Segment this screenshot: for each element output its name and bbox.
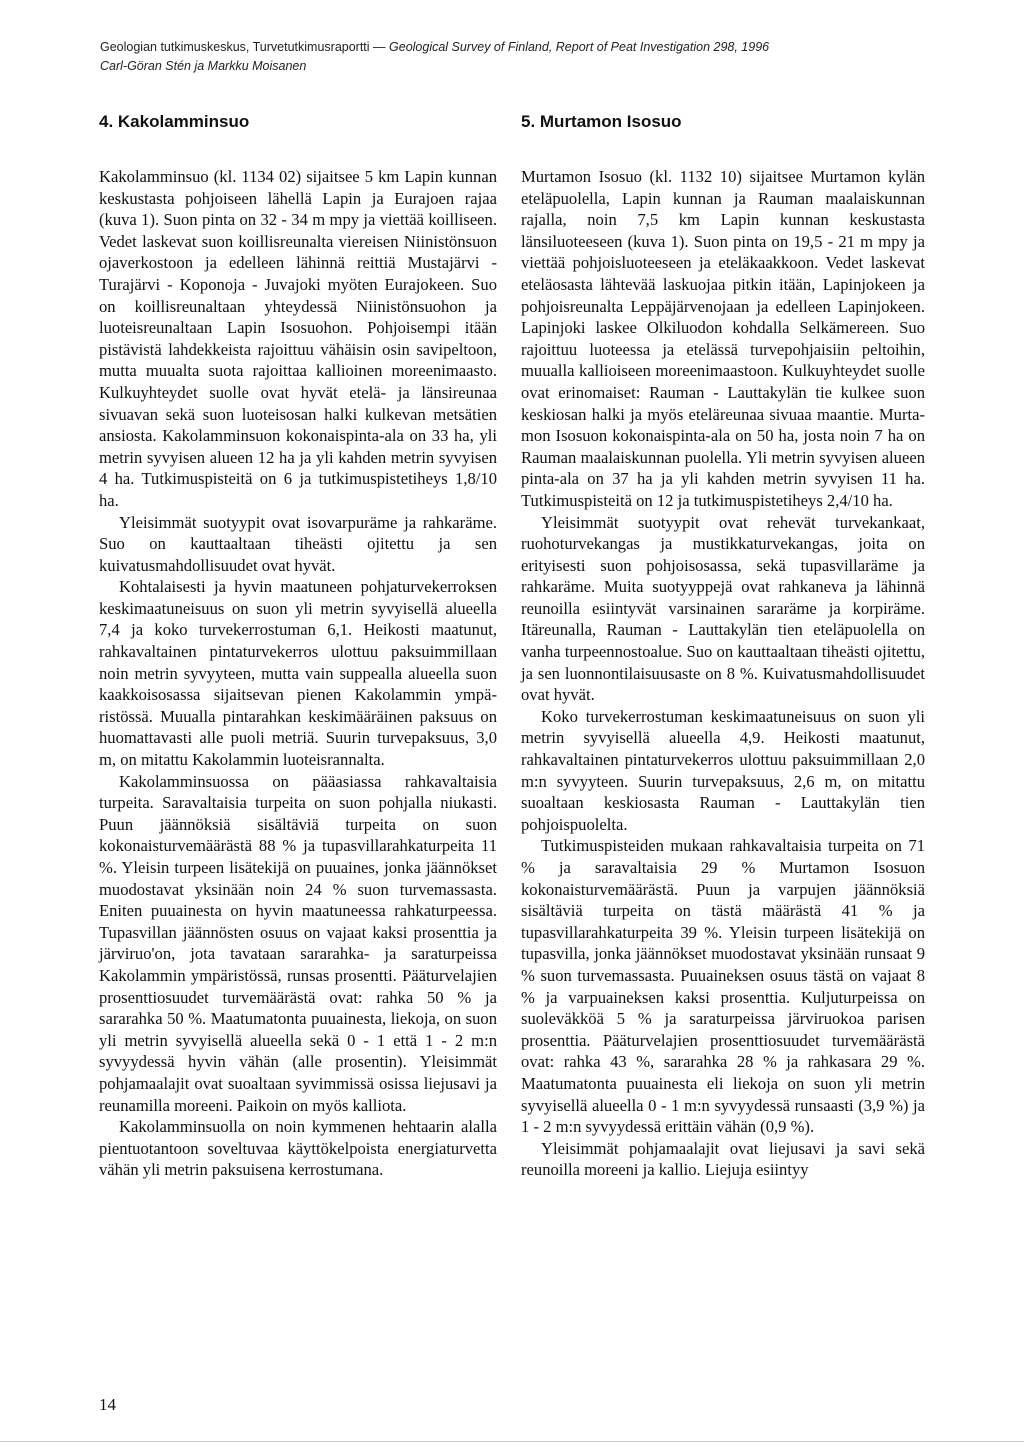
header-line-1 xyxy=(100,38,960,57)
header-series: Geological Survey of Finland, Report of Peat Investigation 298, 1996 xyxy=(389,40,770,54)
paragraph: Yleisimmät suotyypit ovat isovarpuräme ja rahkaräme. Suo on kauttaaltaan tiheästi ojitettu ja sen kuivatusmahdollisuudet ovat hyvät. xyxy=(99,512,497,575)
paragraph: Yleisimmät pohjamaalajit ovat liejusavi ja savi sekä reunoilla moreeni ja kallio. Liejuja esiintyy xyxy=(521,1138,925,1180)
paragraph: Murtamon Isosuo (kl. 1132 10) sijaitsee Murtamon kylän eteläpuolella, Lapin kunnan ja Rauman maalaiskunnan rajalla, noin 7,5 km Lapin kunnan keskustasta länsiluoteeseen (kuva 1). Suon pinta on 19,5 - 21 m mpy ja viettää pohjoisluoteeseen ja eteläkaakkoon. Vedet laskevat eteläosasta lähtevää laskuojaa pitkin itään, Lapinjokeen ja pohjoisreunalta Leppäjärvenojaan ja edelleen Lapinjokeen. Lapinjoki laskee Olkiluodon kohdalla Selkämereen. Suo rajoittuu luoteessa ja etelässä turvepohjaisiin peltoihin, muualla kallioiseen moreenimaastoon. Kulkuyhteydet suolle ovat erinomaiset: Rauman - Lauttakylän tie kulkee suon keskiosan halki ja myös eteläreunaa sivuaa maantie. Murtamon Isosuon kokonaispinta-ala on 50 ha, josta noin 7 ha on Rauman maalaiskunnan puolella. Yli metrin syvyisen alueen pinta-ala on 37 ha ja yli kahden metrin syvyisen 11 ha. Tutkimuspisteitä on 12 ja tutkimuspistetiheys 2,4/10 ha. xyxy=(521,167,925,510)
left-column xyxy=(99,112,497,1181)
header-publisher: Geologian tutkimuskeskus, Turvetutkimusraportti — xyxy=(100,40,390,54)
paragraph: Kakolamminsuo (kl. 1134 02) sijaitsee 5 km Lapin kunnan keskustasta pohjoiseen lähellä Lapin ja Eurajoen rajaa (kuva 1). Suon pinta on 32 - 34 m mpy ja viettää koilliseen. Vedet laskevat suon koillisreunalta viereisen Niinistönsuon ojaverkostoon ja edelleen lähinnä reittiä Mustajärvi - Turajärvi - Koponoja - Juvajoki myöten Eurajokeen. Suo on koillisreunaltaan yhteydessä Niinistönsuohon ja luoteisreunaltaan Lapin Isosuohon. Pohjoisempi itään pistävistä lahdekkeista rajoittuu vähäisin osin savipeltoon, mutta muualta suota rajoittaa kallioinen moreenimaasto. Kulkuyhteydet suolle ovat hyvät etelä- ja länsireunaa sivuavan sekä suon luoteisosan halki kulkevan metsätien ansiosta. Kakolamminsuon kokonaispinta-ala on 33 ha, yli metrin syvyisen alueen 12 ha ja yli kahden metrin syvyisen 4 ha. Tutkimuspisteitä on 6 ja tutkimuspistetiheys 1,8/10 ha. xyxy=(99,167,497,510)
paragraph: Kakolamminsuossa on pääasiassa rahkavaltaisia turpeita. Saravaltaisia turpeita on suon pohjalla niukasti. Puun jäännöksiä sisältäviä turpeita on suon kokonaisturvemäärästä 88 % ja tupasvillarahkaturpeita 11 %. Yleisin turpeen lisätekijä on puuaines, jonka jäännökset muodostavat yksinään noin 24 % suon turvemassasta. Eniten puuainesta on hyvin maatuneessa rahkaturpeessa. Tupasvillan jäännösten osuus on vajaat kaksi prosenttia ja järviruo'on, jota tavataan sararahka- ja saraturpeissa Kakolammin ympäristössä, runsas prosentti. Pääturvelajien prosenttiosuudet turvemäärästä ovat: rahka 50 % ja sararahka 50 %. Maatumatonta puuainesta, liekoja, on suon yli metrin syvyisellä alueella sekä 0 - 1 että 1 - 2 m:n syvyydessä hyvin vähän (alle prosentin). Yleisimmät pohjamaalajit ovat suoaltaan syvimmissä osissa liejusavi ja reunamilla moreeni. Paikoin on myös kalliota. xyxy=(99,771,497,1115)
right-column xyxy=(521,112,925,1181)
section-heading-kakolamminsuo: 4. Kakolamminsuo xyxy=(99,112,250,131)
page-number: 14 xyxy=(99,1395,116,1414)
paragraph: Koko turvekerrostuman keskimaatuneisuus on suon yli metrin syvyisellä alueella 4,9. Heikosti maatunut, rahkavaltainen pintaturvekerros ulottuu paksuimmillaan 2,0 m:n syvyyteen. Suurin turvepaksuus, 2,6 m, on mitattu suoaltaan keskiosasta Rauman - Lauttakylän tien pohjoispuolelta. xyxy=(521,706,925,834)
header-authors: Carl-Göran Stén ja Markku Moisanen xyxy=(100,59,307,73)
section-heading-murtamon-isosuo: 5. Murtamon Isosuo xyxy=(521,112,682,131)
bottom-edge-rule xyxy=(0,1441,1024,1442)
paragraph: Kakolamminsuolla on noin kymmenen hehtaarin alalla pientuotantoon soveltuvaa käyttökelpoista energiaturvetta vähän yli metrin paksuisena kerrostumana. xyxy=(99,1117,497,1180)
paragraph: Kohtalaisesti ja hyvin maatuneen pohjaturvekerroksen keskimaatuneisuus on suon yli metrin syvyisellä alueella 7,4 ja koko turvekerrostuman 6,1. Heikosti maatunut, rahkavaltainen pintaturvekerros ulottuu paksuimmillaan noin metrin syvyyteen, mutta vain suppealla alueella suon kaakkoisosassa sijaitsevan pienen Kakolammin ympäristössä. Muualla pintarahkan keskimääräinen paksuus on huomattavasti alle puoli metriä. Suurin turvepaksuus, 3,0 m, on mitattu Kakolammin luoteisrannalta. xyxy=(99,577,497,770)
paragraph: Yleisimmät suotyypit ovat rehevät turvekankaat, ruohoturvekangas ja mustikkaturvekangas, joita on erityisesti suon pohjoisosassa, sekä tupasvillaräme ja rahkaräme. Muita suotyyppejä ovat rahkaneva ja lähinnä reunoilla esiintyvät varsinainen sararäme ja korpiräme. Itäreunalla, Rauman - Lauttakylän tien eteläpuolella on vanha turpeennostoalue. Suo on kauttaaltaan tiheästi ojitettu, ja sen luonnontilaisuusaste on 8 %. Kuivatusmahdollisuudet ovat hyvät. xyxy=(521,512,925,705)
running-header xyxy=(100,38,960,76)
paragraph: Tutkimuspisteiden mukaan rahkavaltaisia turpeita on 71 % ja saravaltaisia 29 % Murtamon Isosuon kokonaisturvemäärästä. Puun ja varpujen jäännöksiä sisältäviä turpeita on tästä määrästä 41 % ja tupasvillarahkaturpeita 39 %. Yleisin turpeen lisätekijä on tupasvilla, jonka jäännökset muodostavat yksinään runsaat 9 % suon turvemassasta. Puuaineksen osuus tästä on vajaat 8 % ja varpuaineksen kaksi prosenttia. Kuljuturpeissa on suoleväkköä 5 % ja saraturpeissa järviruokoa parisen prosenttia. Pääturvelajien prosenttiosuudet turvemäärästä ovat: rahka 43 %, sararahka 28 % ja rahkasara 29 %. Maatumatonta puuainesta eli liekoja on suon yli metrin syvyisellä alueella 0 - 1 m:n syvyydessä runsaasti (3,9 %) ja 1 - 2 m:n syvyydessä erittäin vähän (0,9 %). xyxy=(521,836,925,1137)
